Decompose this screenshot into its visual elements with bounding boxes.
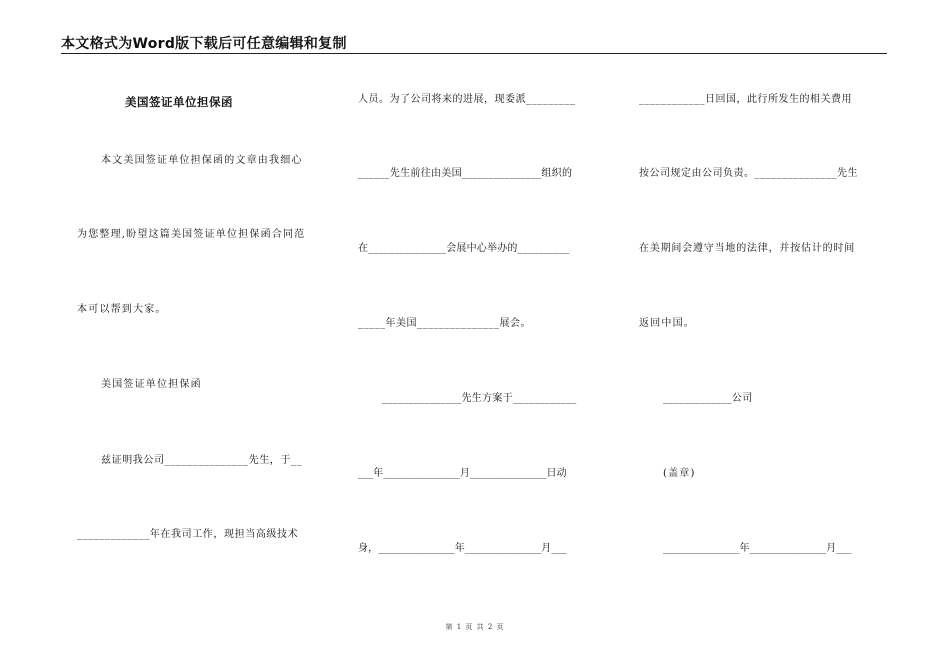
col3-line-1: ____________日回国，此行所发生的相关费用 [639, 94, 852, 105]
col3-line-4: 返回中国。 [639, 318, 695, 329]
col2-line-6: ___年_______________月_______________日动 [358, 468, 567, 479]
col2-line-3: 在_______________会展中心举办的__________ [358, 243, 570, 254]
col1-line-4: 美国签证单位担保函 [101, 379, 202, 390]
col2-line-2: ______先生前往由美国_______________组织的 [358, 168, 573, 179]
col1-line-5: 兹证明我公司_______________先生，于__ [101, 455, 303, 466]
col3-line-5: _____________公司 [663, 393, 753, 404]
col2-line-7: 身，_______________年_______________月___ [358, 543, 567, 554]
col1-line-1: 本文美国签证单位担保函的文章由我细心 [101, 155, 303, 166]
col1-line-2: 为您整理,盼望这篇美国签证单位担保函合同范 [77, 229, 306, 240]
col1-line-3: 本可以帮到大家。 [77, 304, 167, 315]
col2-line-1: 人员。为了公司将来的进展，现委派_________ [358, 94, 576, 105]
col1-line-6: _____________年在我司工作，现担当高级技术 [77, 529, 299, 540]
col2-line-4: _____年美国_______________展会。 [358, 318, 531, 329]
col3-line-3: 在美期间会遵守当地的法律，并按估计的时间 [639, 243, 855, 254]
document-title: 美国签证单位担保函 [125, 95, 233, 109]
col3-line-6: (盖章) [663, 468, 696, 479]
col3-line-2: 按公司规定由公司负责。_______________先生 [639, 168, 858, 179]
col3-line-7: _______________年_______________月___ [663, 543, 852, 554]
header-title: 本文格式为Word版下载后可任意编辑和复制 [61, 36, 347, 52]
page-header [61, 33, 887, 54]
page-footer: 第 1 页 共 2 页 [445, 623, 505, 631]
col2-line-5: _______________先生方案于____________ [382, 393, 577, 404]
